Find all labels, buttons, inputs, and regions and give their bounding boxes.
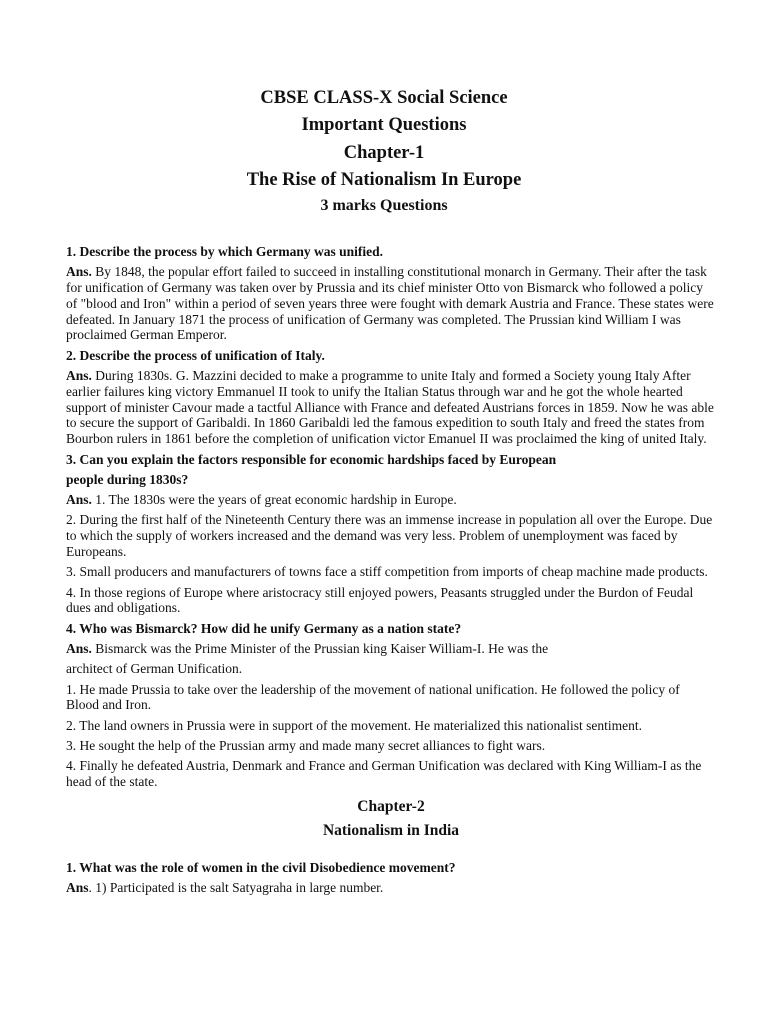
question-2: 2. Describe the process of unification of Italy. [66,347,325,363]
answer-4-point-3: 3. He sought the help of the Prussian army and made many secret alliances to fight wars. [66,738,546,754]
header-subtitle: Important Questions [301,115,467,135]
answer-text: Bismarck was the Prime Minister of the Prussian king Kaiser William-I. He was the [91,641,549,657]
question-1: 1. Describe the process by which Germany was unified. [66,244,383,259]
question-3-line-1: 3. Can you explain the factors responsible for economic hardships faced by European [66,451,557,467]
chapter1-title: The Rise of Nationalism In Europe [246,170,522,190]
answer-1 [66,264,716,343]
question-4: 4. Who was Bismarck? How did he unify Germany as a nation state? [66,620,462,636]
answer-4-point-2: 2. The land owners in Prussia were in support of the movement. He materialized this nationalist sentiment. [66,717,642,733]
chapter2-question-1: 1. What was the role of women in the civil Disobedience movement? [66,859,456,875]
question-3-line-2: people during 1830s? [66,471,189,487]
answer-label: Ans [66,880,89,896]
answer-4-point-1: 1. He made Prussia to take over the leadership of the movement of national unification. He followed the policy of Blood and Iron. [66,681,680,713]
header-course-title: CBSE CLASS-X Social Science [260,88,508,108]
answer-label: Ans. [66,368,92,384]
answer-text: By 1848, the popular effort failed to succeed in installing constitutional monarch in Germany. Their after the task for unification of Germany was taken over by Prussia and its chief minister Otto von Bismarck who followed a policy of "blood and Iron" within a period of seven years three were fought with demark Austria and France. These states were defeated. In January 1871 the process of unification of Germany was completed. The Prussian kind William I was proclaimed German Emperor. [66,264,714,343]
section-marks-heading: 3 marks Questions [320,197,448,214]
answer-text: 1. The 1830s were the years of great economic hardship in Europe. [91,492,457,508]
answer-label: Ans. [66,641,92,657]
chapter2-answer-1 [66,880,716,896]
answer-4-line-1 [66,641,716,657]
answer-3-point-1 [66,492,716,508]
answer-4-point-4: 4. Finally he defeated Austria, Denmark and France and German Unification was declared with King William-I as the head of the state. [66,758,702,790]
answer-2 [66,368,716,447]
document-body [66,244,716,901]
answer-3-point-2: 2. During the first half of the Nineteenth Century there was an immense increase in population all over the Europe. Due to which the supply of workers increased and the demand was very less. Problem of unemployment was faced by Europeans. [66,512,713,560]
answer-4-line-2: architect of German Unification. [66,661,243,677]
chapter2-title: Nationalism in India [322,821,460,839]
answer-3-point-4: 4. In those regions of Europe where aristocracy still enjoyed powers, Peasants struggled under the Burdon of Feudal dues and obligations. [66,584,694,616]
chapter2-heading: Chapter-2 [357,797,425,815]
answer-text: During 1830s. G. Mazzini decided to make a programme to unite Italy and formed a Society young Italy After earlier failures king victory Emmanuel II took to unify the Italian Status through war and he got the whole hearted support of minister Cavour made a tactful Alliance with France and defeated Austrians forces in 1859. Now he was able to secure the support of Garibaldi. In 1860 Garibaldi led the famous expedition to south Italy and freed the states from Bourbon rulers in 1861 before the completion of unification victor Emanuel II was proclaimed the king of united Italy. [66,368,714,447]
answer-label: Ans. [66,264,92,280]
answer-3-point-3: 3. Small producers and manufacturers of towns face a stiff competition from imports of cheap machine made products. [66,564,708,580]
answer-text: . 1) Participated is the salt Satyagraha in large number. [88,880,384,896]
chapter1-heading: Chapter-1 [343,143,425,163]
answer-label: Ans. [66,492,92,508]
